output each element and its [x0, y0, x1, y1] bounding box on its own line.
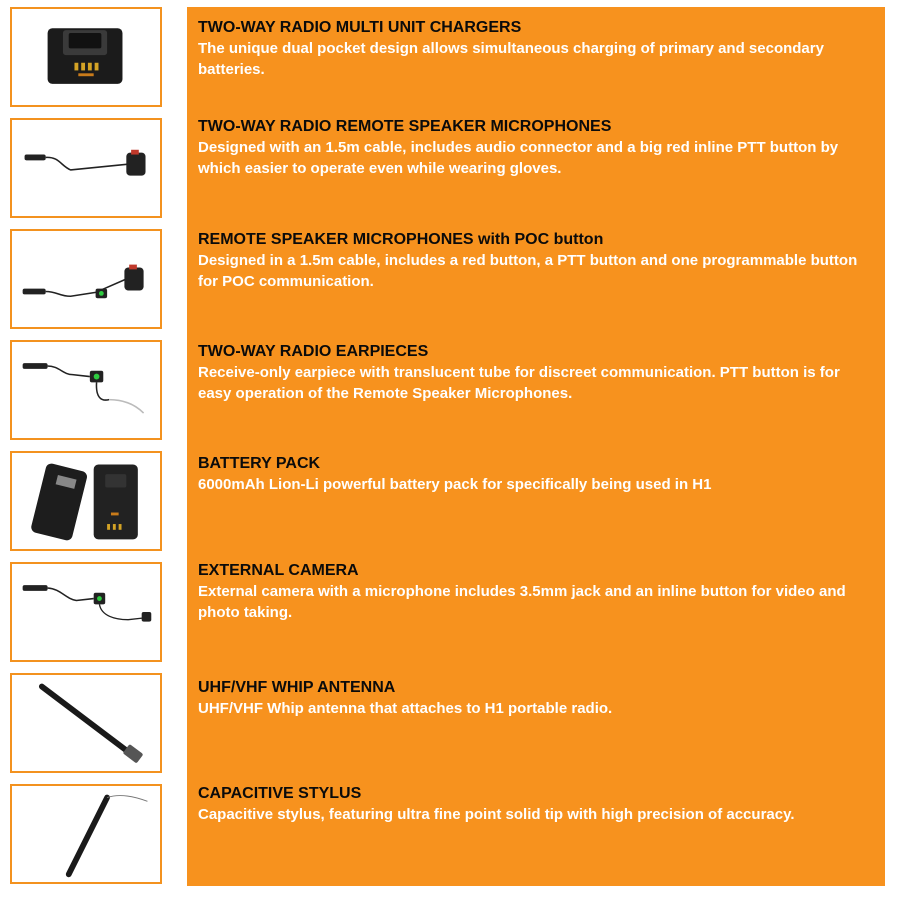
product-description: The unique dual pocket design allows simultaneous charging of primary and secondary batteries.: [198, 40, 824, 78]
product-title: TWO-WAY RADIO REMOTE SPEAKER MICROPHONES: [198, 118, 612, 135]
product-image-earpiece: [10, 340, 162, 440]
product-item-charger: [198, 17, 868, 80]
product-item-poc-microphone: [198, 229, 868, 292]
product-image-stylus: [10, 784, 162, 884]
product-item-battery: [198, 453, 868, 495]
battery-icon: [12, 453, 160, 549]
product-title: CAPACITIVE STYLUS: [198, 785, 362, 802]
product-title: EXTERNAL CAMERA: [198, 562, 359, 579]
product-description: Designed with an 1.5m cable, includes audio connector and a big red inline PTT button by which easier to operate even while wearing gloves.: [198, 139, 839, 177]
product-description: UHF/VHF Whip antenna that attaches to H1 portable radio.: [198, 700, 613, 717]
product-description: Receive-only earpiece with translucent tube for discreet communication. PTT button is for easy operation of the Remote Speaker Microphones.: [198, 364, 840, 402]
product-description: External camera with a microphone includes 3.5mm jack and an inline button for video and photo taking.: [198, 583, 846, 621]
product-image-charger: [10, 7, 162, 107]
product-item-camera: [198, 560, 868, 623]
product-image-poc-microphone: [10, 229, 162, 329]
poc-microphone-icon: [12, 231, 160, 327]
product-description: Designed in a 1.5m cable, includes a red button, a PTT button and one programmable button for POC communication.: [198, 252, 858, 290]
product-title: UHF/VHF WHIP ANTENNA: [198, 679, 396, 696]
earpiece-icon: [12, 342, 160, 438]
product-description: 6000mAh Lion-Li powerful battery pack for specifically being used in H1: [198, 476, 712, 493]
product-item-stylus: [198, 783, 868, 825]
product-image-battery: [10, 451, 162, 551]
product-title: TWO-WAY RADIO MULTI UNIT CHARGERS: [198, 19, 522, 36]
product-image-speaker-microphone: [10, 118, 162, 218]
product-image-antenna: [10, 673, 162, 773]
camera-icon: [12, 564, 160, 660]
product-description: Capacitive stylus, featuring ultra fine point solid tip with high precision of accuracy.: [198, 806, 795, 823]
speaker-microphone-icon: [12, 120, 160, 216]
product-title: REMOTE SPEAKER MICROPHONES with POC button: [198, 231, 604, 248]
charger-icon: [12, 9, 160, 105]
product-item-speaker-microphone: [198, 116, 868, 179]
product-descriptions-panel: [187, 7, 885, 886]
product-title: TWO-WAY RADIO EARPIECES: [198, 343, 429, 360]
product-item-earpiece: [198, 341, 868, 404]
product-title: BATTERY PACK: [198, 455, 321, 472]
antenna-icon: [12, 675, 160, 771]
stylus-icon: [12, 786, 160, 882]
product-image-camera: [10, 562, 162, 662]
product-item-antenna: [198, 677, 868, 719]
